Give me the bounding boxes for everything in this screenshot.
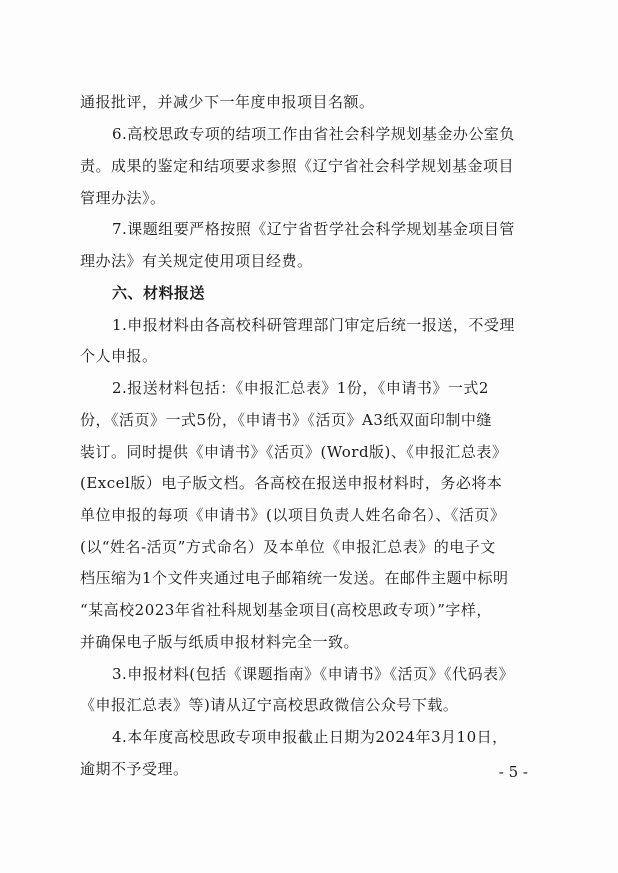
text-line: 理办法》有关规定使用项目经费。	[80, 252, 313, 270]
text-line: 逾期不予受理。	[80, 760, 189, 778]
text-line: 单位申报的每项《申请书》(以项目负责人姓名命名）、《活页》	[80, 506, 506, 524]
text-line: 档压缩为1个文件夹通过电子邮箱统一发送。在邮件主题中标明	[80, 569, 509, 587]
text-line: 2.报送材料包括：《申报汇总表》1份，《申请书》一式2	[112, 379, 489, 397]
text-line: 装订。同时提供《申请书》《活页》(Word版)、《申报汇总表》	[80, 443, 508, 461]
text-line: 份，《活页》一式5份，《申请书》《活页》A3纸双面印制中缝	[80, 411, 492, 429]
text-line: 《申报汇总表》等)请从辽宁高校思政微信公众号下载。	[80, 696, 459, 714]
text-line: 通报批评，并减少下一年度申报项目名额。	[80, 93, 375, 111]
text-line: (Excel版）电子版文档。各高校在报送申报材料时，务必将本	[80, 474, 503, 492]
section-heading: 六、材料报送	[112, 284, 206, 302]
text-line: 4.本年度高校思政专项申报截止日期为2024年3月10日，	[112, 728, 508, 746]
text-line: 个人申报。	[80, 347, 158, 365]
text-line: (以“姓名-活页”方式命名）及本单位《申报汇总表》的电子文	[80, 538, 496, 556]
text-line: 3.申报材料(包括《课题指南》《申请书》《活页》《代码表》	[112, 665, 515, 683]
page-number: - 5 -	[498, 763, 528, 781]
text-line: 6.高校思政专项的结项工作由省社会科学规划基金办公室负	[112, 125, 515, 143]
text-line: 责。成果的鉴定和结项要求参照《辽宁省社会科学规划基金项目	[80, 157, 515, 175]
text-line: 管理办法》。	[80, 189, 166, 207]
text-line: 7.课题组要严格按照《辽宁省哲学社会科学规划基金项目管	[112, 220, 515, 238]
text-line: 并确保电子版与纸质申报材料完全一致。	[80, 633, 360, 651]
text-line: “某高校2023年省社科规划基金项目(高校思政专项）”字样，	[80, 601, 492, 619]
text-line: 1.申报材料由各高校科研管理部门审定后统一报送，不受理	[112, 316, 515, 334]
